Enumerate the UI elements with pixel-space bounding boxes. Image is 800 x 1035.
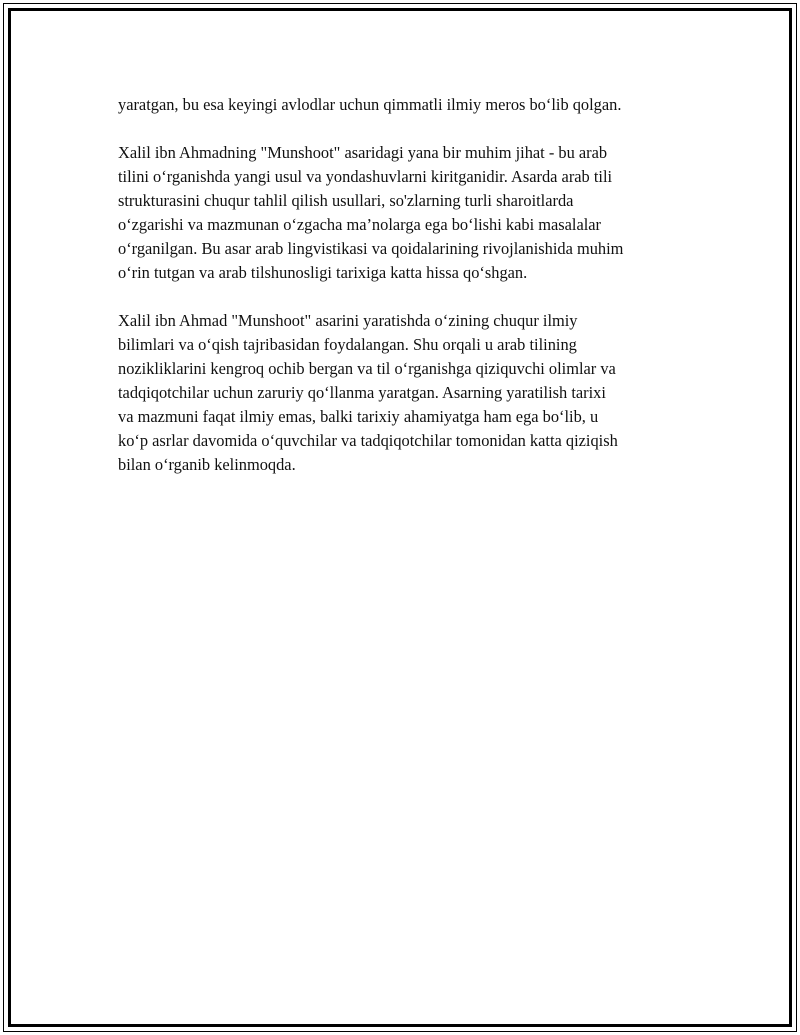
text-line: strukturasini chuqur tahlil qilish usullari, so'zlarning turli sharoitlarda [118, 191, 574, 210]
text-line: va mazmuni faqat ilmiy emas, balki tarixiy ahamiyatga ham ega bo‘lib, u [118, 407, 599, 426]
paragraph-2 [118, 141, 690, 285]
text-line: Xalil ibn Ahmadning "Munshoot" asaridagi yana bir muhim jihat - bu arab [118, 143, 608, 162]
text-line: yaratgan, bu esa keyingi avlodlar uchun qimmatli ilmiy meros bo‘lib qolgan. [118, 95, 622, 114]
paragraph-1 [118, 93, 690, 117]
text-line: bilimlari va o‘qish tajribasidan foydalangan. Shu orqali u arab tilining [118, 335, 577, 354]
text-line: tilini o‘rganishda yangi usul va yondashuvlarni kiritganidir. Asarda arab tili [118, 167, 613, 186]
text-line: bilan o‘rganib kelinmoqda. [118, 455, 296, 474]
text-line: tadqiqotchilar uchun zaruriy qo‘llanma yaratgan. Asarning yaratilish tarixi [118, 383, 606, 402]
text-line: Xalil ibn Ahmad "Munshoot" asarini yaratishda o‘zining chuqur ilmiy [118, 311, 578, 330]
document-body [118, 93, 690, 501]
text-line: o‘rganilgan. Bu asar arab lingvistikasi va qoidalarining rivojlanishida muhim [118, 239, 624, 258]
text-line: nozikliklarini kengroq ochib bergan va til o‘rganishga qiziquvchi olimlar va [118, 359, 616, 378]
text-line: o‘zgarishi va mazmunan o‘zgacha ma’nolarga ega bo‘lishi kabi masalalar [118, 215, 602, 234]
text-line: o‘rin tutgan va arab tilshunosligi tarixiga katta hissa qo‘shgan. [118, 263, 528, 282]
paragraph-3 [118, 309, 690, 477]
text-line: ko‘p asrlar davomida o‘quvchilar va tadqiqotchilar tomonidan katta qiziqish [118, 431, 618, 450]
